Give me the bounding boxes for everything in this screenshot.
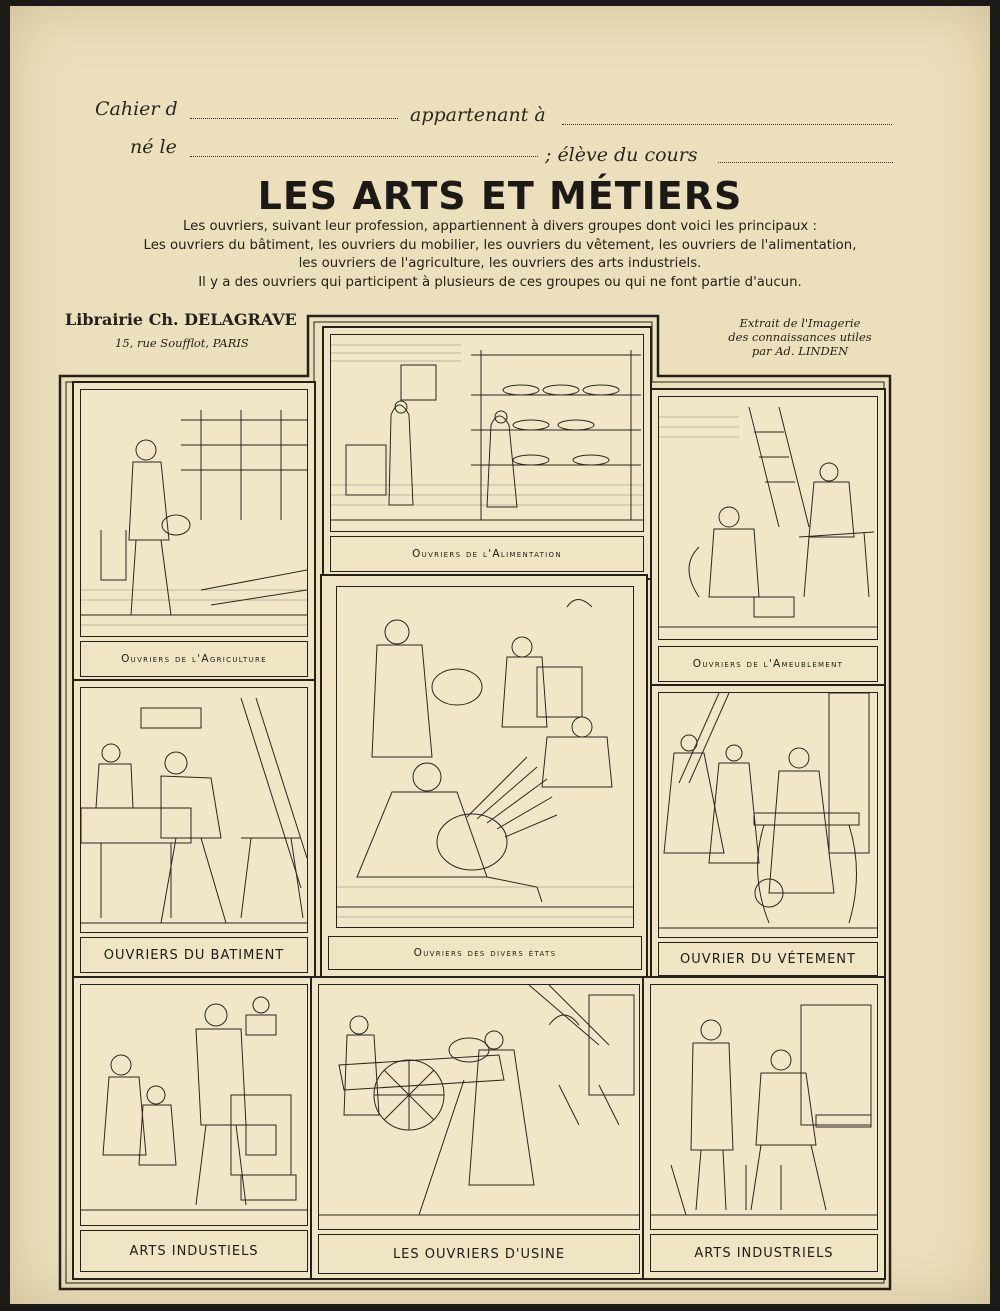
panel-ameublement bbox=[650, 388, 886, 690]
intro-line: Les ouvriers, suivant leur profession, appartiennent à divers groupes dont voici les principaux : bbox=[182, 219, 818, 234]
ne-le-label: né le bbox=[130, 136, 177, 158]
panel-agriculture bbox=[72, 381, 316, 685]
illustration-batiment bbox=[80, 687, 308, 933]
extract-line: des connaissances utiles bbox=[728, 330, 872, 344]
illustration-divers bbox=[336, 586, 634, 928]
illustration-arts-1 bbox=[80, 984, 308, 1226]
appartenant-label: appartenant à bbox=[410, 104, 546, 126]
caption-vetement: OUVRIER DU VÉTEMENT bbox=[658, 942, 878, 976]
caption-arts-1: ARTS INDUSTIELS bbox=[80, 1230, 308, 1272]
caption-batiment: OUVRIERS DU BATIMENT bbox=[80, 937, 308, 973]
page-title: LES ARTS ET MÉTIERS bbox=[257, 174, 743, 218]
publisher-name: Librairie Ch. DELAGRAVE bbox=[65, 310, 297, 329]
panel-arts-1 bbox=[72, 976, 316, 1280]
panel-usine bbox=[310, 976, 648, 1280]
caption-usine: LES OUVRIERS D'USINE bbox=[318, 1234, 640, 1274]
intro-line: les ouvriers de l'agriculture, les ouvriers des arts industriels. bbox=[298, 256, 702, 271]
illustration-alimentation bbox=[330, 334, 644, 532]
illustration-agriculture bbox=[80, 389, 308, 637]
notebook-cover bbox=[10, 6, 990, 1304]
intro-line: Les ouvriers du bâtiment, les ouvriers du mobilier, les ouvriers du vêtement, les ouvriers de l'alimentation, bbox=[143, 237, 857, 253]
caption-divers: Ouvriers des divers états bbox=[328, 936, 642, 970]
intro-line: Il y a des ouvriers qui participent à plusieurs de ces groupes ou qui ne font partie d'aucun. bbox=[198, 274, 802, 290]
panel-divers bbox=[320, 574, 648, 978]
caption-arts-2: ARTS INDUSTRIELS bbox=[650, 1234, 878, 1272]
panel-vetement bbox=[650, 684, 886, 984]
caption-ameublement: Ouvriers de l'Ameublement bbox=[658, 646, 878, 682]
extract-line: Extrait de l'Imagerie bbox=[739, 316, 861, 330]
caption-alimentation: Ouvriers de l'Alimentation bbox=[330, 536, 644, 572]
panel-arts-2 bbox=[642, 976, 886, 1280]
caption-agriculture: Ouvriers de l'Agriculture bbox=[80, 641, 308, 677]
eleve-label: ; élève du cours bbox=[545, 144, 698, 166]
cahier-label: Cahier d bbox=[95, 98, 178, 120]
extract-line: par Ad. LINDEN bbox=[751, 344, 849, 358]
illustration-usine bbox=[318, 984, 640, 1230]
publisher-address: 15, rue Soufflot, PARIS bbox=[115, 336, 249, 350]
panel-alimentation bbox=[322, 326, 652, 580]
panel-batiment bbox=[72, 679, 316, 981]
illustration-vetement bbox=[658, 692, 878, 938]
illustration-ameublement bbox=[658, 396, 878, 640]
illustration-arts-2 bbox=[650, 984, 878, 1230]
